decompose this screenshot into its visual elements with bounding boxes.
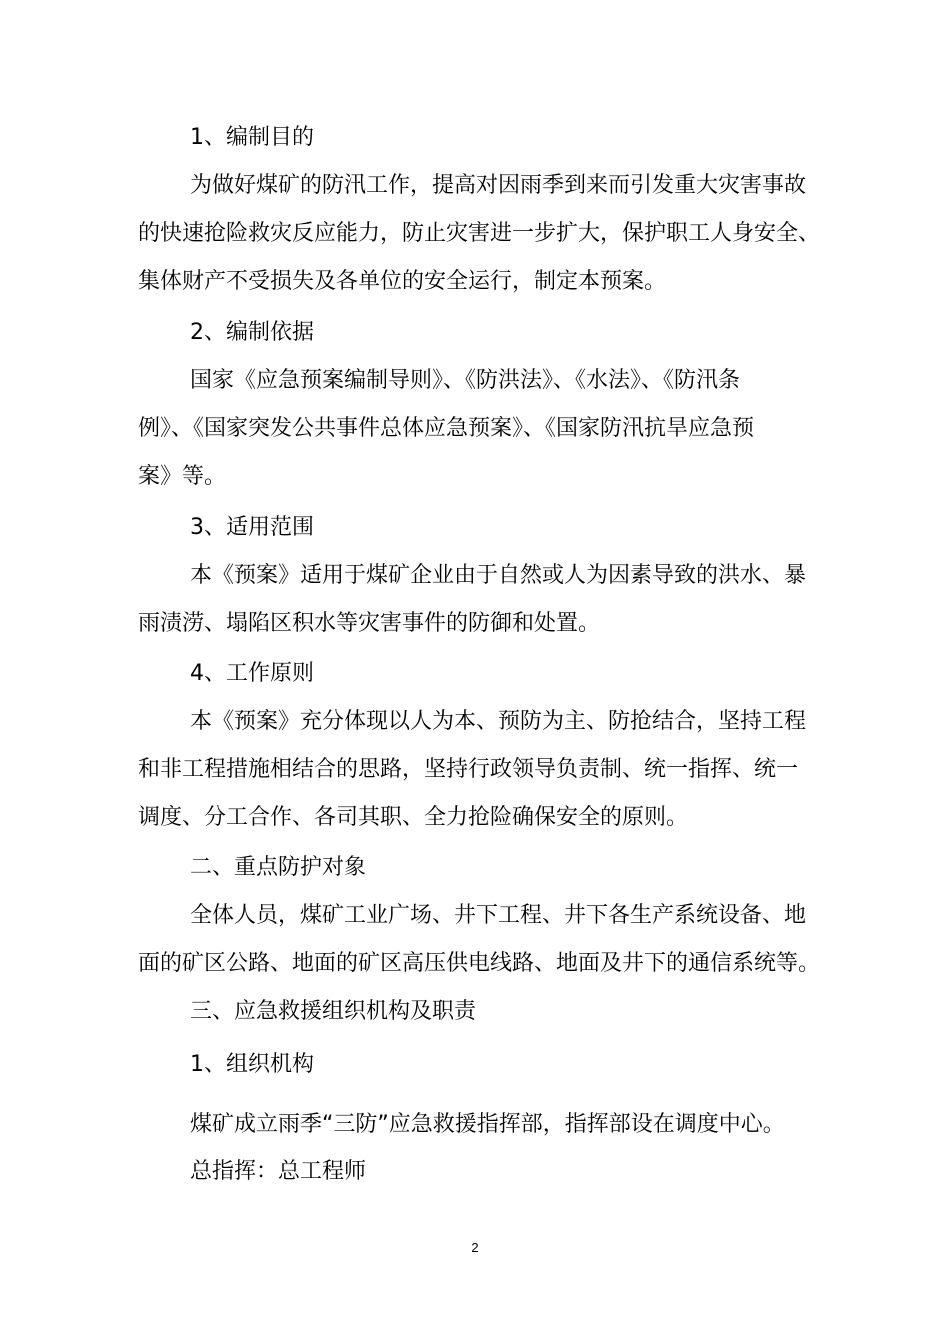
- paragraph-text: 本《预案》适用于煤矿企业由于自然或人为因素导致的洪水、暴: [190, 563, 807, 588]
- paragraph-text: 集体财产不受损失及各单位的安全运行，制定本预案。: [138, 269, 667, 294]
- heading-text: 二、重点防护对象: [190, 855, 367, 880]
- heading-text: 1、编制目的: [190, 125, 314, 150]
- paragraph-text: 的快速抢险救灾反应能力，防止灾害进一步扩大，保护职工人身安全、: [138, 221, 821, 246]
- paragraph-text: 国家《应急预案编制导则》、《防洪法》、《水法》、《防汛条: [190, 368, 741, 393]
- paragraph-text: 本《预案》充分体现以人为本、预防为主、防抢结合，坚持工程: [190, 709, 807, 734]
- page-number: 2: [471, 1240, 479, 1255]
- paragraph-text: 例》、《国家突发公共事件总体应急预案》、《国家防汛抗旱应急预: [138, 416, 755, 441]
- paragraph-text: 和非工程措施相结合的思路，坚持行政领导负责制、统一指挥、统一: [138, 757, 799, 782]
- paragraph-text: 雨渍涝、塌陷区积水等灾害事件的防御和处置。: [138, 611, 601, 636]
- paragraph-text: 案》等。: [138, 464, 227, 489]
- paragraph-text: 总指挥：总工程师: [190, 1159, 367, 1184]
- paragraph-text: 面的矿区公路、地面的矿区高压供电线路、地面及井下的通信系统等。: [138, 951, 821, 976]
- paragraph-text: 全体人员，煤矿工业广场、井下工程、井下各生产系统设备、地: [190, 903, 807, 928]
- heading-text: 三、应急救援组织机构及职责: [190, 999, 477, 1024]
- heading-text: 1、组织机构: [190, 1052, 314, 1077]
- heading-text: 4、工作原则: [190, 661, 314, 686]
- paragraph-text: 调度、分工合作、各司其职、全力抢险确保安全的原则。: [138, 805, 689, 830]
- paragraph-text: 为做好煤矿的防汛工作，提高对因雨季到来而引发重大灾害事故: [190, 173, 807, 198]
- heading-text: 2、编制依据: [190, 320, 314, 345]
- heading-text: 3、适用范围: [190, 515, 314, 540]
- paragraph-text: 煤矿成立雨季“三防”应急救援指挥部，指挥部设在调度中心。: [190, 1112, 785, 1137]
